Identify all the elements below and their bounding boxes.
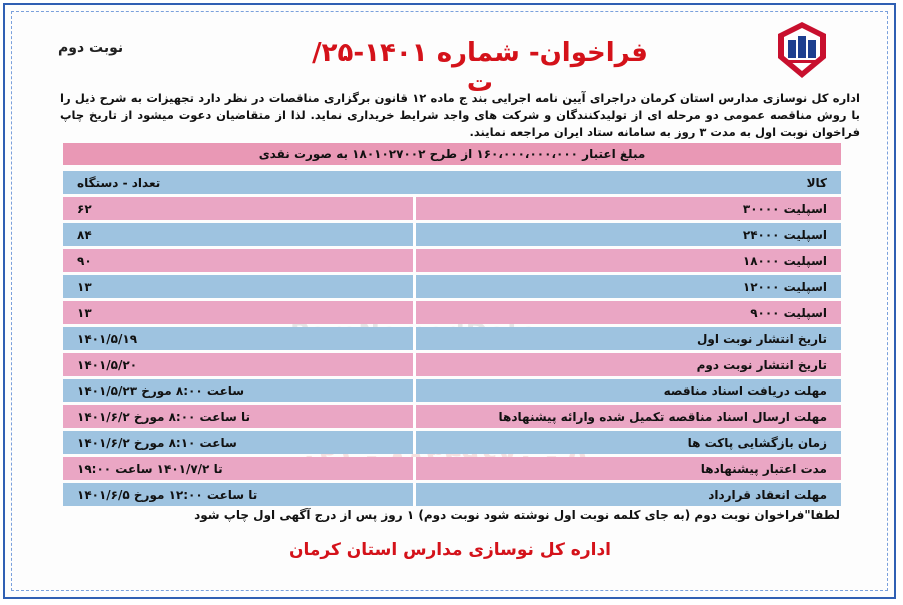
- header-qty: تعداد - دستگاه: [63, 171, 413, 194]
- row-value: تا ساعت ۸:۰۰ مورخ ۱۴۰۱/۶/۲: [63, 405, 413, 428]
- table-row: [63, 405, 841, 428]
- table-row: [63, 275, 841, 298]
- table-row: [63, 353, 841, 376]
- publication-note: لطفا"فراخوان نوبت دوم (به جای کلمه نوبت اول نوشته شود نوبت دوم) ۱ روز پس از درج آگهی اول چاپ شود: [194, 508, 840, 522]
- row-value: تا ساعت ۱۲:۰۰ مورخ ۱۴۰۱/۶/۵: [63, 483, 413, 506]
- issuer-footer: اداره کل نوسازی مدارس استان کرمان: [288, 540, 612, 560]
- row-value: ۱۳: [63, 301, 413, 324]
- row-label: تاریخ انتشار نوبت اول: [413, 327, 841, 350]
- table-row: [63, 457, 841, 480]
- credit-amount-banner: مبلغ اعتبار ۱۶۰،۰۰۰،۰۰۰،۰۰۰ از طرح ۱۸۰۱۰۲۷۰۰۲ به صورت نقدی: [63, 143, 841, 165]
- header-item: کالا: [413, 171, 841, 194]
- table-row: [63, 431, 841, 454]
- table-row: [63, 379, 841, 402]
- table-row: [63, 249, 841, 272]
- row-label: مدت اعتبار پیشنهادها: [413, 457, 841, 480]
- row-label: اسپلیت ۲۴۰۰۰: [413, 223, 841, 246]
- row-label: مهلت ارسال اسناد مناقصه تکمیل شده وارائه پیشنهادها: [413, 405, 841, 428]
- row-value: ساعت ۸:۱۰ مورخ ۱۴۰۱/۶/۲: [63, 431, 413, 454]
- table-row: [63, 197, 841, 220]
- tender-table: [63, 168, 841, 509]
- row-label: اسپلیت ۳۰۰۰۰: [413, 197, 841, 220]
- row-label: مهلت دریافت اسناد مناقصه: [413, 379, 841, 402]
- row-value: ۱۴۰۱/۵/۲۰: [63, 353, 413, 376]
- row-label: زمان بازگشایی پاکت ها: [413, 431, 841, 454]
- intro-paragraph: اداره کل نوسازی مدارس استان کرمان دراجرای آیین نامه اجرایی بند ج ماده ۱۲ قانون برگزاری مناقصات در نظر دارد تجهیزات به شرح ذیل را با روش مناقصه عمومی دو مرحله ای از تولیدکنندگان و شرکت های واجد شرایط خریداری نماید. لذا از متقاضیان دعوت میشود از تاریخ چاپ فراخوان نوبت اول به مدت ۳ روز به سامانه ستاد ایران مراجعه نمایند.: [60, 91, 860, 139]
- row-value: ۹۰: [63, 249, 413, 272]
- table-row: [63, 301, 841, 324]
- notice-title: فراخوان- شماره ۱۴۰۱-۲۵/ ت: [312, 38, 648, 98]
- table-row: [63, 223, 841, 246]
- row-value: ۱۳: [63, 275, 413, 298]
- row-value: تا ۱۴۰۱/۷/۲ ساعت ۱۹:۰۰: [63, 457, 413, 480]
- row-label: مهلت انعقاد قرارداد: [413, 483, 841, 506]
- row-label: اسپلیت ۹۰۰۰: [413, 301, 841, 324]
- table-header-row: [63, 171, 841, 194]
- table-row: [63, 483, 841, 506]
- row-label: تاریخ انتشار نوبت دوم: [413, 353, 841, 376]
- row-value: ۸۴: [63, 223, 413, 246]
- organization-logo: [770, 18, 834, 82]
- row-value: ساعت ۸:۰۰ مورخ ۱۴۰۱/۵/۲۳: [63, 379, 413, 402]
- row-value: ۱۴۰۱/۵/۱۹: [63, 327, 413, 350]
- edition-badge: نوبت دوم: [58, 40, 124, 56]
- row-label: اسپلیت ۱۲۰۰۰: [413, 275, 841, 298]
- row-label: اسپلیت ۱۸۰۰۰: [413, 249, 841, 272]
- table-row: [63, 327, 841, 350]
- row-value: ۶۲: [63, 197, 413, 220]
